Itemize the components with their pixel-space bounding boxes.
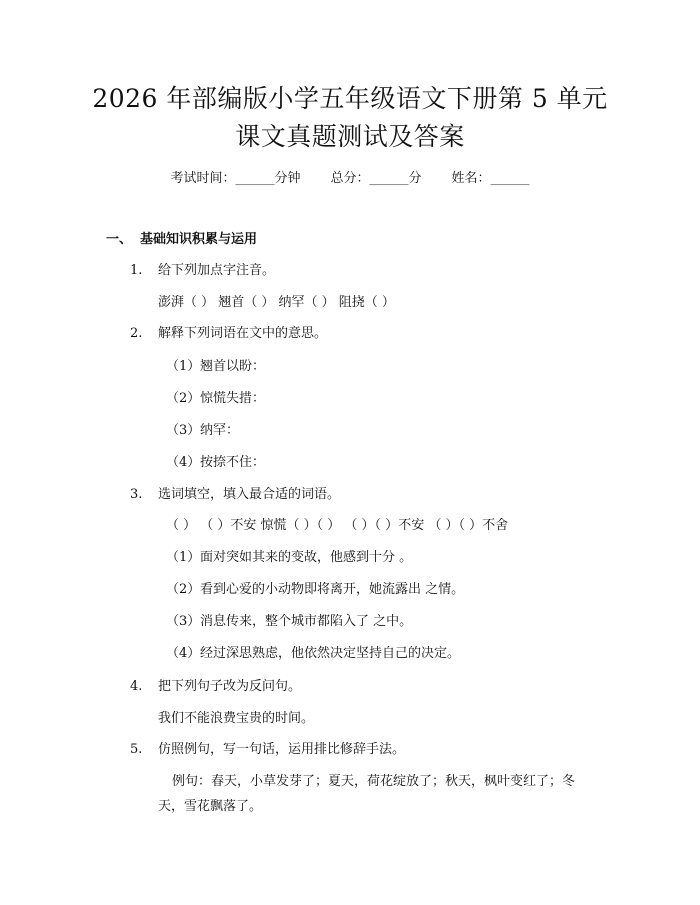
question-2-number: 2.	[130, 326, 143, 341]
question-5-text: 仿照例句，写一句话，运用排比修辞手法。	[158, 742, 406, 757]
question-1-items: 澎湃（ ） 翘首（ ） 纳罕（ ） 阻挠（ ）	[158, 295, 395, 310]
total-score-field: 总分：______分	[330, 171, 422, 186]
question-3-sub-4-number: （4）	[166, 646, 201, 661]
question-2-sub-4-number: （4）	[166, 455, 201, 470]
exam-time-field: 考试时间：______分钟	[170, 171, 301, 186]
section-title: 基础知识积累与运用	[140, 232, 258, 247]
question-3-sub-3-number: （3）	[166, 614, 201, 629]
question-2-sub-1-text: 翘首以盼：	[200, 359, 266, 374]
section-heading	[106, 233, 257, 246]
question-1-text: 给下列加点字注音。	[158, 263, 276, 278]
question-4-sentence: 我们不能浪费宝贵的时间。	[158, 711, 315, 726]
exam-meta	[0, 172, 700, 185]
student-name-field: 姓名：______	[451, 171, 530, 186]
question-2-sub-4-text: 按捺不住：	[200, 455, 266, 470]
question-2-sub-3-text: 纳罕：	[200, 423, 240, 438]
question-3-sub-1-text: 面对突如其来的变故，他感到十分 。	[200, 550, 413, 565]
question-3-sub-4-text: 经过深思熟虑，他依然决定坚持自己的决定。	[200, 646, 461, 661]
question-5-example-line-1: 例句：春天，小草发芽了；夏天，荷花绽放了；秋天，枫叶变红了；冬	[172, 774, 576, 789]
section-number: 一、	[106, 232, 133, 247]
question-5-number: 5.	[130, 742, 143, 757]
question-1-number: 1.	[130, 263, 143, 278]
question-3-sub-2-text: 看到心爱的小动物即将离开，她流露出 之情。	[200, 582, 465, 597]
question-2-sub-1-number: （1）	[166, 359, 201, 374]
question-5-example-line-2: 天，雪花飘落了。	[158, 799, 263, 814]
question-2-text: 解释下列词语在文中的意思。	[158, 326, 328, 341]
question-3-sub-3-text: 消息传来，整个城市都陷入了 之中。	[200, 614, 413, 629]
page-title-line-1: 2026 年部编版小学五年级语文下册第 5 单元	[92, 84, 608, 113]
page-title-line-2: 课文真题测试及答案	[235, 122, 465, 151]
question-4-number: 4.	[130, 679, 143, 694]
question-3-options: （ ） （ ）不安 惊慌（ ）（ ） （ ）（ ）不安 （ ）（ ）不舍	[166, 518, 509, 533]
question-2-sub-2-number: （2）	[166, 391, 201, 406]
question-3-number: 3.	[130, 487, 143, 502]
question-3-sub-1-number: （1）	[166, 550, 201, 565]
question-2-sub-2-text: 惊慌失措：	[200, 391, 266, 406]
question-3-text: 选词填空，填入最合适的词语。	[158, 487, 341, 502]
question-4-text: 把下列句子改为反问句。	[158, 679, 302, 694]
question-2-sub-3-number: （3）	[166, 423, 201, 438]
question-3-sub-2-number: （2）	[166, 582, 201, 597]
